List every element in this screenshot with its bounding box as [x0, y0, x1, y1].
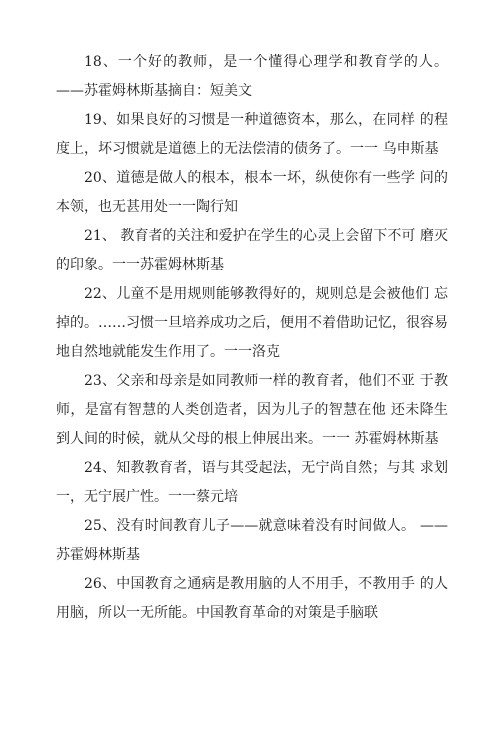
quote-20: 20、道德是做人的根本，根本一坏，纵使你有一些学 问的本领，也无甚用处一一陶行知: [56, 170, 448, 215]
quote-22: 22、儿童不是用规则能够教得好的，规则总是会被他们 忘掉的。……习惯一旦培养成功之后，便用不着借助记忆，很容易地自然地就能发生作用了。一一洛克: [56, 286, 448, 360]
quote-24: 24、知教教育者，语与其受起法，无宁尚自然；与其 求划一，无宁展广性。一一蔡元培: [56, 460, 448, 505]
quote-21: 21、 教育者的关注和爱护在学生的心灵上会留下不可 磨灭的印象。一一苏霍姆林斯基: [56, 228, 448, 273]
quote-18: 18、一个好的教师，是一个懂得心理学和教育学的人。 ——苏霍姆林斯基摘自：短美文: [56, 54, 453, 99]
document-page: [56, 48, 453, 628]
quote-23: 23、父亲和母亲是如同教师一样的教育者，他们不亚 于教师，是富有智慧的人类创造者，因为儿子的智慧在他 还未降生到人间的时候，就从父母的根上伸展出来。一一 苏霍姆林斯基: [56, 373, 448, 447]
quote-26: 26、中国教育之通病是教用脑的人不用手，不教用手 的人用脑，所以一无所能。中国教育革命的对策是手脑联: [56, 576, 448, 621]
quote-25: 25、没有时间教育儿子——就意味着没有时间做人。 ——苏霍姆林斯基: [56, 518, 448, 563]
quote-19: 19、如果良好的习惯是一种道德资本，那么，在同样 的程度上，坏习惯就是道德上的无法偿清的债务了。一一 乌申斯基: [56, 112, 448, 157]
